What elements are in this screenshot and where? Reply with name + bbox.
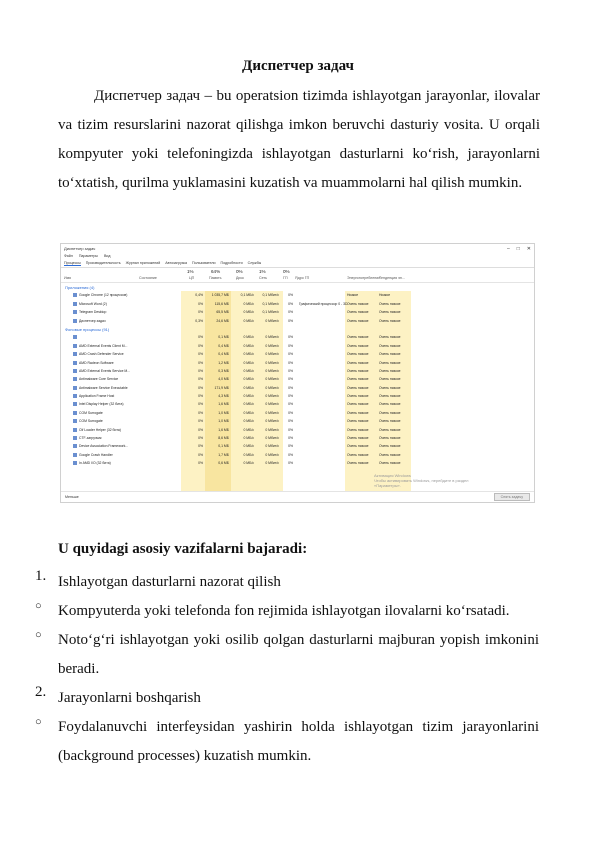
cell-net: 0 Мбит/с [265,343,279,348]
cell-power-trend: Очень низкое [379,410,401,415]
tab-details[interactable]: Подробности [220,261,243,265]
cell-disk: 0 МБ/с [243,427,254,432]
cell-gpu: 0% [288,343,293,348]
cell-mem: 0,3 МБ [218,368,229,373]
table-row[interactable] [61,308,534,316]
cell-power: Очень низкое [347,301,369,306]
cell-cpu: 0% [198,402,203,407]
cell-cpu: 0% [198,301,203,306]
table-row[interactable] [61,342,534,350]
cell-net: 0 Мбит/с [265,368,279,373]
cell-power-trend: Очень низкое [379,335,401,340]
process-name: Application Frame Host [79,394,115,399]
section-heading: U quyidagi asosiy vazifalarni bajaradi: [58,541,308,557]
bullet-icon: ○ [35,716,42,728]
cell-disk: 0 МБ/с [243,352,254,357]
process-name: Microsoft Word (2) [79,301,107,306]
table-row[interactable] [61,384,534,392]
process-name: Диспетчер задач [79,318,106,323]
cell-cpu: 0,4% [195,293,203,298]
window-title: Диспетчер задач [64,246,96,251]
table-row[interactable] [61,350,534,358]
tab-users[interactable]: Пользователи [192,261,216,265]
tab-processes[interactable]: Процессы [64,260,81,265]
cell-gpu-engine: Графический процессор 0 - 3D [299,301,348,306]
gpu-total: 0% [283,269,290,274]
cell-disk: 0 МБ/с [243,402,254,407]
cell-mem: 0,6 МБ [218,461,229,466]
table-row[interactable] [61,434,534,442]
minimize-icon[interactable]: – [506,245,510,252]
cell-power-trend: Очень низкое [379,402,401,407]
maximize-icon[interactable]: □ [516,245,520,252]
cell-cpu: 0% [198,385,203,390]
col-gpu[interactable]: ГП [283,276,288,280]
cell-cpu: 0% [198,394,203,399]
list-marker: 1. [35,568,47,584]
menu-options[interactable]: Параметры [78,254,99,258]
activation-watermark [374,473,484,488]
process-name: AMD External Events Service M... [79,368,131,373]
cell-power: Очень низкое [347,385,369,390]
process-name: Telegram Desktop [79,310,107,315]
tab-startup[interactable]: Автозагрузка [165,261,188,265]
cell-power-trend: Очень низкое [379,318,401,323]
cell-cpu: 0% [198,427,203,432]
process-name: CTF-загрузчик [79,436,102,441]
cell-power: Очень низкое [347,335,369,340]
cell-disk: 0 МБ/с [243,436,254,441]
process-icon [73,352,77,356]
process-name: Google Crash Handler [79,452,113,457]
process-group-header[interactable] [61,283,534,291]
cell-net: 0,1 Мбит/с [262,293,279,298]
process-icon [73,377,77,381]
cell-gpu: 0% [288,410,293,415]
cell-power: Очень низкое [347,318,369,323]
cell-power: Очень низкое [347,461,369,466]
process-icon [73,310,77,314]
list-item-text: Kompyuterda yoki telefonda fon rejimida ishlayotgan ilovalarni koʻrsatadi. [58,603,510,619]
list-marker: 2. [35,684,47,700]
cell-power: Очень низкое [347,368,369,373]
cell-net: 0,1 Мбит/с [262,310,279,315]
cell-mem: 24,6 МБ [216,318,229,323]
list-item-text: Ishlayotgan dasturlarni nazorat qilish [58,574,281,590]
cell-power: Очень низкое [347,310,369,315]
table-row[interactable] [61,400,534,408]
cell-net: 0 Мбит/с [265,360,279,365]
cell-gpu: 0% [288,310,293,315]
cell-cpu: 0,3% [195,318,203,323]
process-icon [73,461,77,465]
cell-power-trend: Очень низкое [379,301,401,306]
cell-mem: 171,9 МБ [214,385,229,390]
col-network[interactable]: Сеть [259,276,267,280]
cpu-total: 1% [187,269,194,274]
cell-power-trend: Очень низкое [379,452,401,457]
cell-mem: 1,2 МБ [218,360,229,365]
process-name: AMD Crash Defender Service [79,352,124,357]
col-gpu-engine[interactable]: Ядро ГП [295,276,310,280]
col-status[interactable]: Состояние [139,276,157,280]
tab-bar [61,259,534,268]
cell-power: Низкое [347,293,359,298]
cell-net: 0 Мбит/с [265,452,279,457]
cell-power-trend: Очень низкое [379,310,401,315]
cell-net: 0 Мбит/с [265,419,279,424]
cell-disk: 0 МБ/с [243,335,254,340]
process-name: Antimalware Service Executable [79,385,128,390]
cell-mem: 0,4 МБ [218,352,229,357]
cell-cpu: 0% [198,461,203,466]
cell-disk: 0 МБ/с [243,360,254,365]
col-disk[interactable]: Диск [236,276,244,280]
cell-disk: 0 МБ/с [243,343,254,348]
group-label: Приложения (4) [65,285,95,290]
cell-mem: 0,4 МБ [218,343,229,348]
cell-power: Очень низкое [347,360,369,365]
cell-mem: 1,0 МБ [218,419,229,424]
cell-net: 0 Мбит/с [265,427,279,432]
page-title: Диспетчер задач [242,58,354,74]
cell-mem: 115,6 МБ [214,301,229,306]
tab-app-history[interactable]: Журнал приложений [125,261,161,265]
task-manager-screenshot [60,243,535,503]
process-group-header[interactable] [61,325,534,333]
cell-power-trend: Очень низкое [379,419,401,424]
cell-power: Очень низкое [347,352,369,357]
cell-power-trend: Очень низкое [379,368,401,373]
cell-power-trend: Очень низкое [379,444,401,449]
cell-disk: 0 МБ/с [243,310,254,315]
process-name: AMD External Events Client M... [79,343,128,348]
cell-disk: 0 МБ/с [243,452,254,457]
group-label: Фоновые процессы (91) [65,326,110,332]
cell-net: 0 Мбит/с [265,436,279,441]
process-icon [73,394,77,398]
cell-disk: 0 МБ/с [243,301,254,306]
col-memory[interactable]: Память [209,276,222,280]
cell-gpu: 0% [288,385,293,390]
col-cpu[interactable]: ЦП [189,276,195,280]
table-row[interactable] [61,375,534,383]
bullet-icon: ○ [35,629,42,641]
process-table [61,283,534,468]
cell-power-trend: Очень низкое [379,436,401,441]
menu-view[interactable]: Вид [104,254,111,258]
menu-file[interactable]: Файл [64,254,73,258]
close-icon[interactable]: ✕ [526,245,531,252]
cell-power: Очень низкое [347,377,369,382]
list-item-text: Foydalanuvchi interfeysidan yashirin holda ishlayotgan tizim jarayonlarini (background processes) kuzatish mumkin. [58,719,539,764]
process-name: Antimalware Core Service [79,377,119,382]
table-row[interactable] [61,291,534,299]
cell-gpu: 0% [288,402,293,407]
process-icon [73,335,77,339]
process-name: Device Association Framework... [79,444,129,449]
cell-disk: 0 МБ/с [243,461,254,466]
cell-net: 0 Мбит/с [265,461,279,466]
process-name: AMD Radeon Software [79,360,114,365]
process-name: Intel Display Helper (32 бита) [79,402,124,407]
cell-power-trend: Очень низкое [379,343,401,348]
cell-net: 0 Мбит/с [265,352,279,357]
cell-power-trend: Очень низкое [379,377,401,382]
cell-disk: 0 МБ/с [243,385,254,390]
cell-gpu: 0% [288,461,293,466]
process-icon [73,302,77,306]
table-header [61,268,534,283]
col-power-trend[interactable]: Тенденция эн... [379,276,405,280]
cell-gpu: 0% [288,452,293,457]
process-icon [73,386,77,390]
cell-mem: 8,6 МБ [218,436,229,441]
process-icon [73,319,77,323]
cell-net: 0,1 Мбит/с [262,301,279,306]
cell-net: 0 Мбит/с [265,377,279,382]
table-row[interactable] [61,426,534,434]
cell-power: Очень низкое [347,410,369,415]
cell-power: Очень низкое [347,436,369,441]
process-icon [73,369,77,373]
watermark-text: Чтобы активировать Windows, перейдите в раздел «Параметры». [374,478,469,488]
cell-net: 0 Мбит/с [265,410,279,415]
table-row[interactable] [61,359,534,367]
cell-cpu: 0% [198,335,203,340]
cell-cpu: 0% [198,444,203,449]
tab-services[interactable]: Службы [247,261,262,265]
intro-paragraph: Диспетчер задач – bu operatsion tizimda ishlayotgan jarayonlar, ilovalar va tizim resurslarini nazorat qilishga imkon beruvchi dasturiy vosita. U orqali kompyuter yoki telefoningizda ishlayotgan dasturlarni koʻrish, jarayonlarni toʻxtatish, qurilma yuklamasini kuzatish va muammolarni hal qilish mumkin. [58,88,540,191]
cell-disk: 0 МБ/с [243,444,254,449]
cell-net: 0 Мбит/с [265,318,279,323]
cell-power-trend: Очень низкое [379,394,401,399]
col-power[interactable]: Энергопотребление [347,276,381,280]
cell-cpu: 0% [198,377,203,382]
window-footer [61,491,534,502]
tab-performance[interactable]: Производительность [85,261,121,265]
network-total: 1% [259,269,266,274]
cell-disk: 0 МБ/с [243,410,254,415]
cell-cpu: 0% [198,310,203,315]
end-task-button[interactable]: Снять задачу [494,493,530,501]
process-name: Google Chrome (12 процессов) [79,293,128,298]
cell-cpu: 0% [198,436,203,441]
process-name: Ctf Loader Helper (32 бита) [79,427,121,432]
cell-power-trend: Очень низкое [379,360,401,365]
cell-power: Очень низкое [347,427,369,432]
process-icon [73,293,77,297]
cell-mem: 1,6 МБ [218,402,229,407]
cell-gpu: 0% [288,318,293,323]
process-name: COM Surrogate [79,419,103,424]
process-icon [73,428,77,432]
fewer-details-button[interactable]: Меньше [65,495,79,499]
cell-mem: 4,3 МБ [218,394,229,399]
cell-net: 0 Мбит/с [265,385,279,390]
process-name: COM Surrogate [79,410,103,415]
table-row[interactable] [61,442,534,450]
cell-power: Очень низкое [347,402,369,407]
cell-mem: 1 035,7 МБ [211,293,229,298]
cell-net: 0 Мбит/с [265,394,279,399]
cell-cpu: 0% [198,419,203,424]
cell-gpu: 0% [288,419,293,424]
process-name: In AMD I/O (32 бита) [79,461,111,466]
cell-power: Очень низкое [347,419,369,424]
cell-cpu: 0% [198,368,203,373]
cell-net: 0 Мбит/с [265,444,279,449]
memory-total: 64% [211,269,221,274]
cell-gpu: 0% [288,293,293,298]
cell-gpu: 0% [288,436,293,441]
window-titlebar [61,244,534,253]
table-row[interactable] [61,367,534,375]
col-name[interactable]: Имя [64,276,71,280]
cell-gpu: 0% [288,368,293,373]
table-row[interactable] [61,451,534,459]
cell-cpu: 0% [198,360,203,365]
table-row[interactable] [61,333,534,341]
cell-gpu: 0% [288,301,293,306]
cell-power-trend: Очень низкое [379,352,401,357]
table-row[interactable] [61,409,534,417]
cell-power: Очень низкое [347,452,369,457]
table-row[interactable] [61,317,534,325]
cell-gpu: 0% [288,394,293,399]
cell-cpu: 0% [198,452,203,457]
cell-net: 0 Мбит/с [265,335,279,340]
cell-mem: 4,0 МБ [218,377,229,382]
process-icon [73,436,77,440]
cell-cpu: 0% [198,410,203,415]
cell-power-trend: Очень низкое [379,427,401,432]
cell-power-trend: Низкое [379,293,391,298]
cell-disk: 0,1 МБ/с [240,293,254,298]
cell-mem: 0,1 МБ [218,335,229,340]
list-item-text: Jarayonlarni boshqarish [58,690,201,706]
cell-disk: 0 МБ/с [243,377,254,382]
cell-power: Очень низкое [347,394,369,399]
watermark-title: Активация Windows [374,473,411,478]
cell-mem: 65,5 МБ [216,310,229,315]
cell-disk: 0 МБ/с [243,368,254,373]
table-row[interactable] [61,417,534,425]
table-row[interactable] [61,459,534,467]
cell-disk: 0 МБ/с [243,394,254,399]
cell-gpu: 0% [288,360,293,365]
cell-power: Очень низкое [347,343,369,348]
table-row[interactable] [61,300,534,308]
cell-gpu: 0% [288,352,293,357]
cell-mem: 1,0 МБ [218,410,229,415]
cell-disk: 0 МБ/с [243,419,254,424]
process-icon [73,419,77,423]
cell-power-trend: Очень низкое [379,385,401,390]
process-icon [73,453,77,457]
bullet-icon: ○ [35,600,42,612]
cell-cpu: 0% [198,352,203,357]
cell-net: 0 Мбит/с [265,402,279,407]
cell-gpu: 0% [288,335,293,340]
cell-gpu: 0% [288,427,293,432]
cell-gpu: 0% [288,377,293,382]
process-icon [73,444,77,448]
cell-mem: 1,7 МБ [218,452,229,457]
table-row[interactable] [61,392,534,400]
cell-power: Очень низкое [347,444,369,449]
list-item-text: Notoʻgʻri ishlayotgan yoki osilib qolgan dasturlarni majburan yopish imkonini beradi. [58,632,539,677]
cell-cpu: 0% [198,343,203,348]
cell-mem: 1,6 МБ [218,427,229,432]
cell-mem: 0,1 МБ [218,444,229,449]
cell-disk: 0 МБ/с [243,318,254,323]
process-icon [73,411,77,415]
process-icon [73,344,77,348]
cell-gpu: 0% [288,444,293,449]
cell-power-trend: Очень низкое [379,461,401,466]
disk-total: 0% [236,269,243,274]
process-icon [73,402,77,406]
process-icon [73,361,77,365]
